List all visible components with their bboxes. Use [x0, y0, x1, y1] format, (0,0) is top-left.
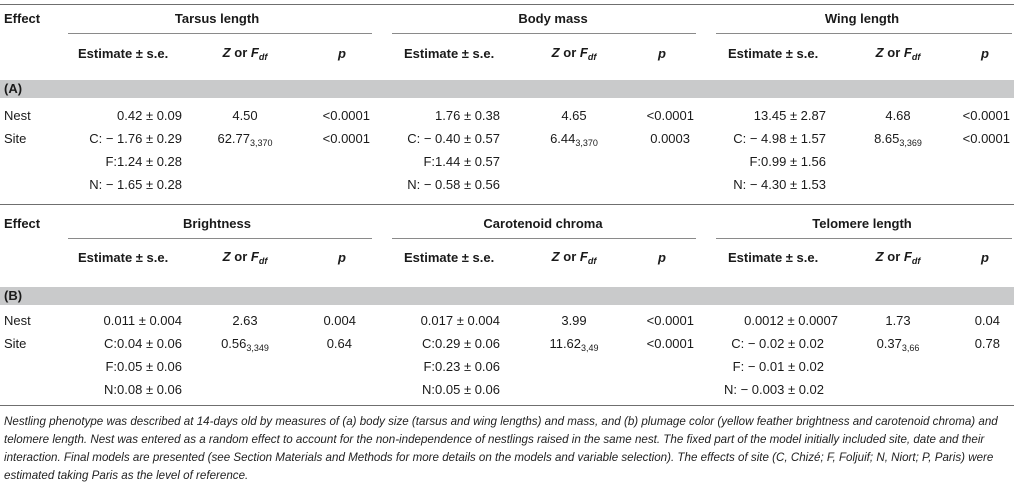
cell-site-telomere-f-stat: $0.37_{3,66}$	[876, 336, 920, 353]
cell-site-telomere-p: 0.78	[974, 336, 1000, 351]
section-label-b: (B)	[4, 288, 23, 303]
cell-site-brightness-f: F:0.05 ± 0.06	[105, 359, 182, 374]
cell-site-tarsus-f-stat: $62.77_{3,370}$	[217, 131, 273, 148]
cell-site-wing-f: F:0.99 ± 1.56	[749, 154, 826, 169]
col-estimate-brightness: Estimate ± s.e.	[78, 250, 169, 265]
col-p-wing: p	[981, 46, 989, 61]
cell-site-tarsus-f: F:1.24 ± 0.28	[105, 154, 182, 169]
col-p-telomere: p	[981, 250, 989, 265]
cell-nest-mass-z: 4.65	[561, 108, 587, 123]
top-rule	[0, 4, 1014, 5]
cell-site-tarsus-n: N: − 1.65 ± 0.28	[89, 177, 182, 192]
col-estimate-telomere: Estimate ± s.e.	[728, 250, 819, 265]
cell-nest-telomere-p: 0.04	[974, 313, 1000, 328]
col-estimate-mass: Estimate ± s.e.	[404, 46, 495, 61]
cell-site-mass-f-stat: $6.44_{3,370}$	[550, 131, 598, 148]
col-p-tarsus: p	[338, 46, 346, 61]
group-header-tarsus: Tarsus length	[174, 11, 260, 26]
cell-site-wing-n: N: − 4.30 ± 1.53	[733, 177, 826, 192]
cell-site-brightness-p: 0.64	[326, 336, 352, 351]
cell-nest-chroma-z: 3.99	[561, 313, 587, 328]
cell-nest-brightness-est: 0.011 ± 0.004	[103, 313, 182, 328]
group-header-wing: Wing length	[824, 11, 900, 26]
cell-site-brightness-n: N:0.08 ± 0.06	[104, 382, 182, 397]
group-header-chroma: Carotenoid chroma	[483, 216, 603, 231]
cell-nest-mass-p: <0.0001	[646, 108, 694, 123]
col-p-brightness: p	[338, 250, 346, 265]
cell-site-mass-c: C: − 0.40 ± 0.57	[407, 131, 500, 146]
col-zf-wing: Z or $F_{df}$	[875, 45, 921, 62]
row-label-nest-a: Nest	[4, 108, 31, 123]
col-p-mass: p	[658, 46, 666, 61]
cell-site-wing-f-stat: $8.65_{3,369}$	[874, 131, 922, 148]
cell-nest-telomere-z: 1.73	[885, 313, 911, 328]
row-label-nest-b: Nest	[4, 313, 31, 328]
cell-site-chroma-n: N:0.05 ± 0.06	[422, 382, 500, 397]
col-zf-chroma: Z or $F_{df}$	[551, 249, 597, 266]
group-rule-tarsus	[68, 33, 372, 34]
cell-site-chroma-f-stat: $11.62_{3,49}$	[549, 336, 599, 353]
section-label-a: (A)	[4, 81, 23, 96]
group-header-mass: Body mass	[518, 11, 588, 26]
col-zf-brightness: Z or $F_{df}$	[222, 249, 268, 266]
cell-site-telomere-f: F: − 0.01 ± 0.02	[732, 359, 824, 374]
col-zf-telomere: Z or $F_{df}$	[875, 249, 921, 266]
cell-site-mass-p: 0.0003	[650, 131, 690, 146]
cell-site-mass-f: F:1.44 ± 0.57	[423, 154, 500, 169]
cell-nest-tarsus-est: 0.42 ± 0.09	[117, 108, 182, 123]
cell-site-brightness-c: C:0.04 ± 0.06	[104, 336, 182, 351]
cell-nest-wing-est: 13.45 ± 2.87	[753, 108, 826, 123]
group-rule-wing	[716, 33, 1012, 34]
col-estimate-tarsus: Estimate ± s.e.	[78, 46, 169, 61]
bottom-rule	[0, 405, 1014, 406]
cell-nest-wing-p: <0.0001	[962, 108, 1010, 123]
cell-site-tarsus-p: <0.0001	[322, 131, 370, 146]
effect-header-a: Effect	[4, 11, 41, 26]
col-estimate-chroma: Estimate ± s.e.	[404, 250, 495, 265]
cell-nest-chroma-p: <0.0001	[646, 313, 694, 328]
row-label-site-a: Site	[4, 131, 27, 146]
group-header-brightness: Brightness	[183, 216, 251, 231]
group-rule-chroma	[392, 238, 696, 239]
cell-nest-brightness-p: 0.004	[323, 313, 356, 328]
cell-nest-mass-est: 1.76 ± 0.38	[435, 108, 500, 123]
cell-nest-tarsus-z: 4.50	[232, 108, 258, 123]
group-rule-brightness	[68, 238, 372, 239]
cell-site-brightness-f-stat: $0.56_{3,349}$	[221, 336, 269, 353]
cell-site-chroma-c: C:0.29 ± 0.06	[422, 336, 500, 351]
cell-site-mass-n: N: − 0.58 ± 0.56	[407, 177, 500, 192]
group-rule-telomere	[716, 238, 1012, 239]
group-rule-mass	[392, 33, 696, 34]
cell-site-wing-p: <0.0001	[962, 131, 1010, 146]
section-band-a	[0, 80, 1014, 98]
cell-nest-brightness-z: 2.63	[232, 313, 258, 328]
cell-site-telomere-c: C: − 0.02 ± 0.02	[731, 336, 824, 351]
section-band-b	[0, 287, 1014, 305]
row-label-site-b: Site	[4, 336, 27, 351]
cell-site-telomere-n: N: − 0.003 ± 0.02	[723, 382, 824, 397]
cell-nest-tarsus-p: <0.0001	[322, 108, 370, 123]
cell-nest-telomere-est: 0.0012 ± 0.0007	[744, 313, 838, 328]
cell-site-tarsus-c: C: − 1.76 ± 0.29	[89, 131, 182, 146]
cell-site-wing-c: C: − 4.98 ± 1.57	[733, 131, 826, 146]
col-estimate-wing: Estimate ± s.e.	[728, 46, 819, 61]
effect-header-b: Effect	[4, 216, 41, 231]
group-header-telomere: Telomere length	[812, 216, 912, 231]
cell-site-chroma-p: <0.0001	[646, 336, 694, 351]
col-zf-mass: Z or $F_{df}$	[551, 45, 597, 62]
cell-site-chroma-f: F:0.23 ± 0.06	[423, 359, 500, 374]
table-footnote: Nestling phenotype was described at 14-days old by measures of (a) body size (tarsus and wing lengths) and mass, and (b) plumage color (yellow feather brightness and carotenoid chroma) and telomere length. Nest was entered as a random effect to account for the non-independence of nestlings raised in the same nest. The fixed part of the model initially included site, date and their interaction. Final models are presented (see Section Materials and Methods for more details on the models and variable selection). The effects of site (C, Chizé; F, Foljuif; N, Niort; P, Paris) were estimated taking Paris as the level of reference.	[4, 415, 998, 482]
col-p-chroma: p	[658, 250, 666, 265]
mid-rule	[0, 204, 1014, 205]
cell-nest-chroma-est: 0.017 ± 0.004	[420, 313, 500, 328]
col-zf-tarsus: Z or $F_{df}$	[222, 45, 268, 62]
cell-nest-wing-z: 4.68	[885, 108, 911, 123]
